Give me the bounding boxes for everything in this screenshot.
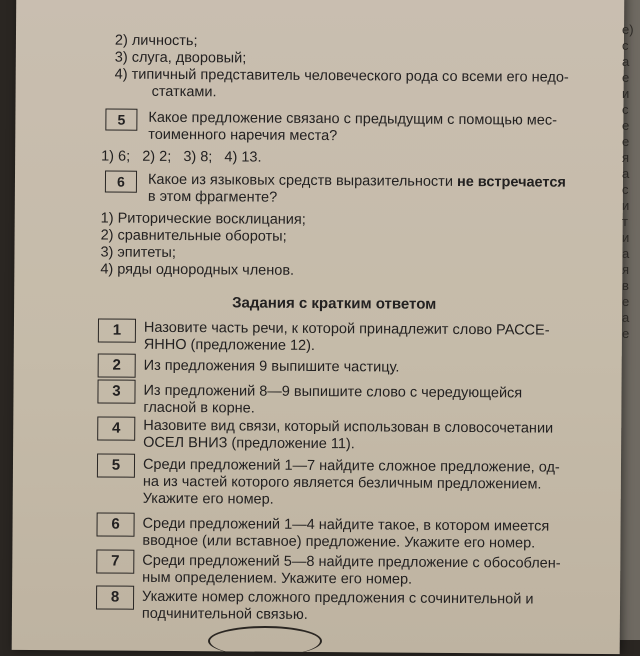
task-number-box: 2	[98, 353, 136, 377]
task-text: Укажите его номер.	[142, 490, 274, 508]
task-text: Среди предложений 1—4 найдите такое, в котором имеется	[142, 515, 550, 535]
fragment-text: с	[622, 38, 629, 53]
fragment-text: и	[622, 86, 630, 101]
bottom-page-mark	[208, 626, 322, 656]
fragment-text: е	[622, 294, 630, 309]
fragment-text: е)	[622, 22, 634, 37]
task-text: ОСЕЛ ВНИЗ (предложение 11).	[143, 434, 355, 453]
task-text: на из частей которого является безличным предложением.	[142, 473, 542, 493]
fragment-text: а	[622, 54, 630, 69]
fragment-text: с	[622, 102, 629, 117]
fragment-text: с	[622, 182, 629, 197]
answer-options: 1) 6; 2) 2; 3) 8; 4) 13.	[101, 148, 262, 166]
task-number-box: 7	[96, 549, 134, 573]
task-number-box: 1	[98, 318, 136, 342]
fragment-text: е	[622, 134, 630, 149]
fragment-text: а	[622, 310, 630, 325]
task-text: Среди предложений 5—8 найдите предложение с обособлен-	[142, 552, 561, 572]
task-number-box: 3	[97, 379, 135, 403]
question-number-box: 5	[105, 109, 137, 131]
task-text: ЯННО (предложение 12).	[143, 336, 316, 354]
task-number-box: 6	[96, 512, 134, 536]
task-text: гласной в корне.	[143, 399, 255, 417]
fragment-text: е	[622, 118, 630, 133]
fragment-text: е	[622, 326, 630, 341]
question-text-part: Какое из языковых средств выразительности	[147, 171, 458, 190]
option-line: 4) типичный представитель человеческого рода со всеми его недо-	[114, 66, 569, 86]
option-line: 2) личность;	[114, 32, 198, 50]
task-text: Из предложения 9 выпишите частицу.	[143, 357, 400, 376]
fragment-text: а	[622, 166, 630, 181]
task-text: ным определением. Укажите его номер.	[142, 569, 413, 588]
fragment-text: а	[622, 246, 630, 261]
option-line: статками.	[151, 83, 217, 101]
fragment-text: в	[622, 278, 629, 293]
question-number-box: 6	[105, 171, 137, 193]
book-page	[12, 0, 625, 654]
task-text: Из предложений 8—9 выпишите слово с чередующейся	[143, 382, 523, 402]
option-line: 3) эпитеты;	[100, 244, 176, 262]
option-line: 1) Риторические восклицания;	[100, 210, 306, 228]
task-text: Среди предложений 1—7 найдите сложное предложение, од-	[142, 456, 560, 476]
fragment-text: я	[622, 150, 630, 165]
task-number-box: 8	[96, 585, 134, 609]
emphasis-text: не встречается	[456, 173, 566, 191]
task-number-box: 5	[97, 453, 135, 477]
question-text: тоименного наречия места?	[148, 126, 338, 145]
fragment-text: и	[622, 230, 630, 245]
section-title: Задания с кратким ответом	[232, 294, 437, 313]
fragment-text: и	[622, 198, 630, 213]
option-line: 4) ряды однородных членов.	[100, 261, 295, 279]
fragment-text: е	[622, 70, 630, 85]
question-text: Какое предложение связано с предыдущим с помощью мес-	[148, 109, 557, 129]
task-number-box: 4	[97, 416, 135, 440]
task-text: Укажите номер сложного предложения с сочинительной и	[142, 588, 534, 608]
question-text	[148, 172, 566, 191]
task-text: Назовите вид связи, который использован в словосочетании	[143, 417, 554, 437]
question-text: в этом фрагменте?	[147, 188, 278, 206]
fragment-text: т	[622, 214, 628, 229]
option-line: 2) сравнительные обороты;	[100, 227, 287, 245]
option-line: 3) слуга, дворовый;	[114, 49, 247, 67]
task-text: Назовите часть речи, к которой принадлежит слово РАССЕ-	[143, 319, 550, 339]
task-text: вводное (или вставное) предложение. Укажите его номер.	[142, 532, 536, 552]
adjacent-page-fragments	[622, 22, 638, 342]
fragment-text: я	[622, 262, 630, 277]
task-text: подчинительной связью.	[141, 605, 308, 623]
